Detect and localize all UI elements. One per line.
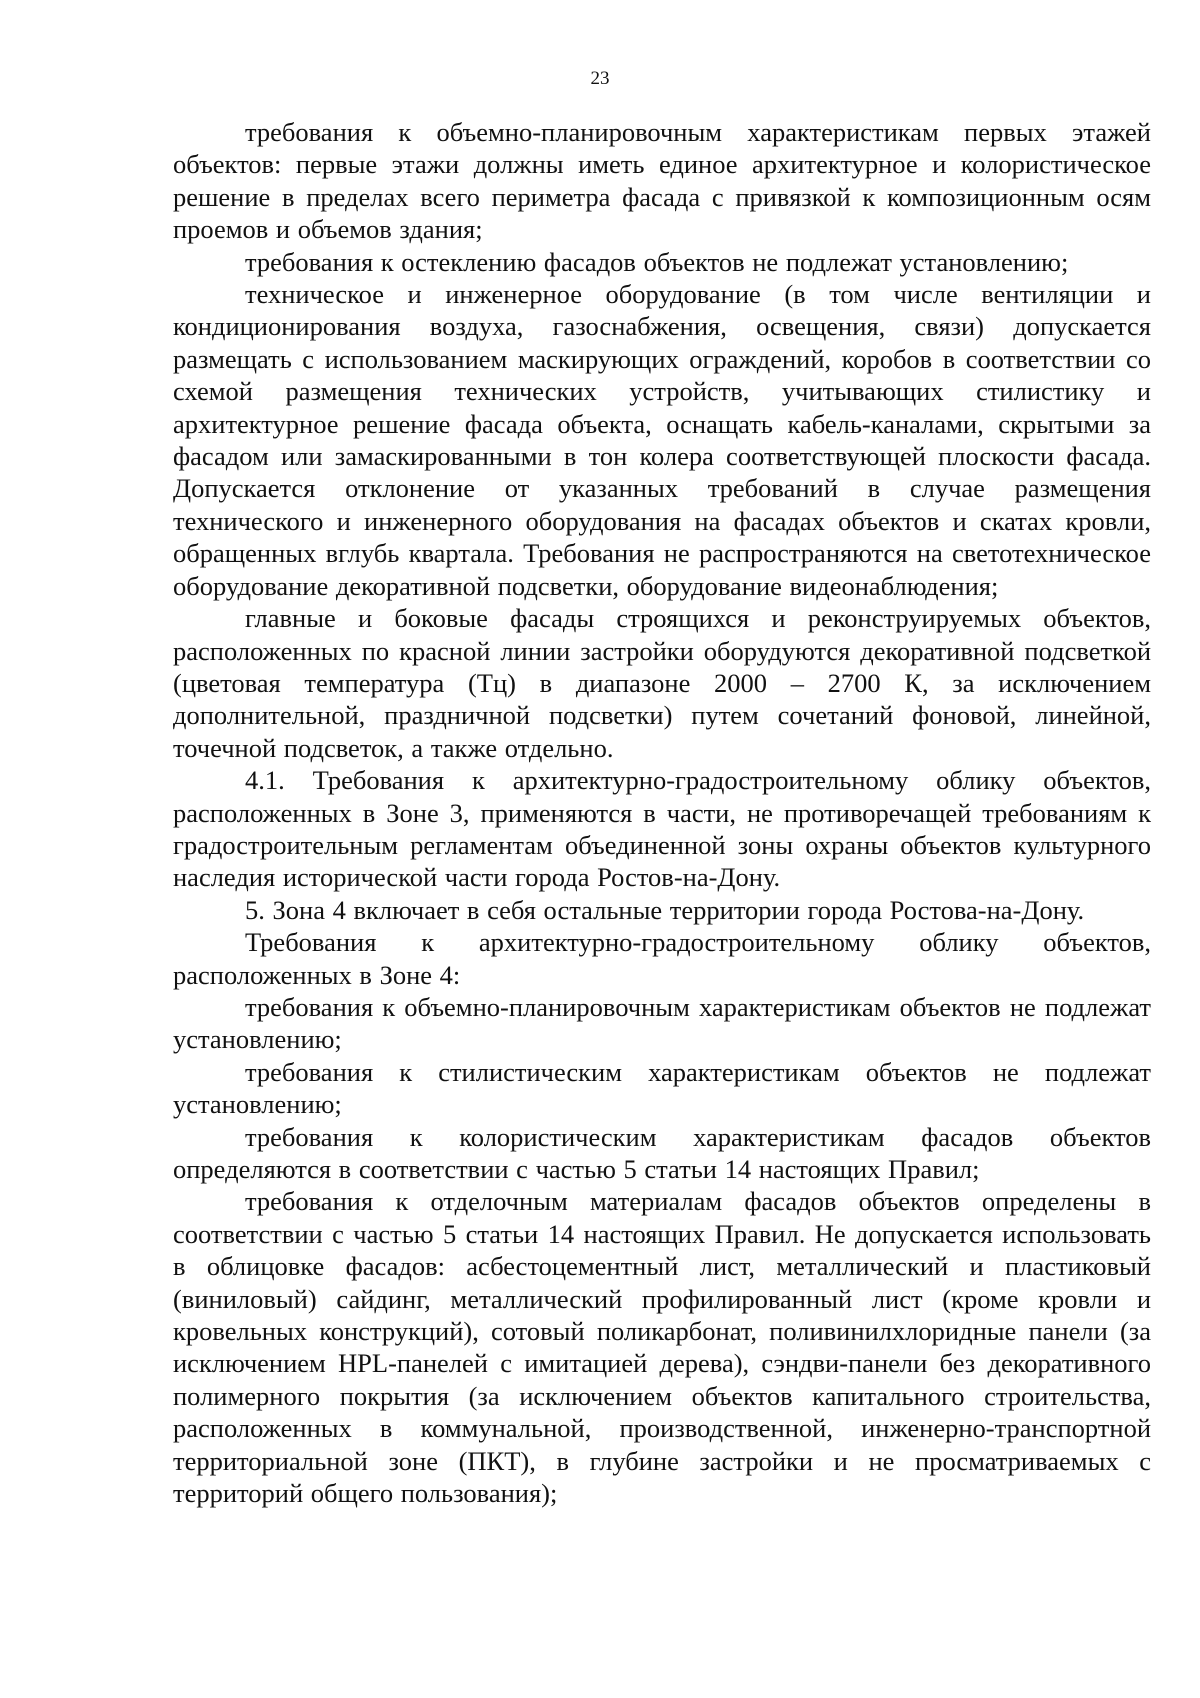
paragraph-coloristic: требования к колористическим характеристикам фасадов объектов определяются в соответствии с частью 5 статьи 14 настоящих Правил; <box>173 1121 1151 1184</box>
paragraph-glazing-requirements: требования к остеклению фасадов объектов не подлежат установлению; <box>245 246 1069 277</box>
paragraph-facade-lighting: главные и боковые фасады строящихся и реконструируемых объектов, расположенных по красной линии застройки оборудуются декоративной подсветкой (цветовая температура (Тц) в диапазоне 2000 – 2700 К, за исключением дополнительной, праздничной подсветки) путем сочетаний фоновой, линейной, точечной подсветок, а также отдельно. <box>173 603 1151 763</box>
paragraph-space-planning: требования к объемно-планировочным характеристикам объектов не подлежат установлению; <box>173 991 1151 1055</box>
page-number: 23 <box>590 68 610 89</box>
document-body <box>173 116 1151 1509</box>
paragraph-first-floor-requirements: требования к объемно-планировочным характеристикам первых этажей объектов: первые этажи должны иметь единое архитектурное и колористическое решение в пределах всего периметра фасада с привязкой к композиционным осям проемов и объемов здания; <box>173 117 1151 245</box>
paragraph-zone-4-definition: 5. Зона 4 включает в себя остальные территории города Ростова-на-Дону. <box>245 894 1085 925</box>
paragraph-technical-equipment: техническое и инженерное оборудование (в том числе вентиляции и кондиционирования воздуха, газоснабжения, освещения, связи) допускается размещать с использованием маскирующих ограждений, коробов в соответствии со схемой размещения технических устройств, учитывающих стилистику и архитектурное решение фасада объекта, оснащать кабель-каналами, скрытыми за фасадом или замаскированными в тон колера соответствующей плоскости фасада. Допускается отклонение от указанных требований в случае размещения технического и инженерного оборудования на фасадах объектов и скатах кровли, обращенных вглубь квартала. Требования не распространяются на светотехническое оборудование декоративной подсветки, оборудование видеонаблюдения; <box>173 279 1151 601</box>
paragraph-zone-4-requirements-intro: Требования к архитектурно-градостроительному облику объектов, расположенных в Зоне 4: <box>173 927 1151 990</box>
paragraph-zone-3-clause: 4.1. Требования к архитектурно-градостроительному облику объектов, расположенных в Зоне 3, применяются в части, не противоречащей требованиям к градостроительным регламентам объединенной зоны охраны объектов культурного наследия исторической части города Ростов-на-Дону. <box>173 765 1151 893</box>
paragraph-finishing-materials: требования к отделочным материалам фасадов объектов определены в соответствии с частью 5 статьи 14 настоящих Правил. Не допускается использовать в облицовке фасадов: асбестоцементный лист, металлический и пластиковый (виниловый) сайдинг, металлический профилированный лист (кроме кровли и кровельных конструкций), сотовый поликарбонат, поливинилхлоридные панели (за исключением HPL-панелей с имитацией дерева), сэндви-панели без декоративного полимерного покрытия (за исключением объектов капитального строительства, расположенных в коммунальной, производственной, инженерно-транспортной территориальной зоне (ПКТ), в глубине застройки и не просматриваемых с территорий общего пользования); <box>173 1186 1151 1509</box>
paragraph-stylistic: требования к стилистическим характеристикам объектов не подлежат установлению; <box>173 1056 1151 1120</box>
